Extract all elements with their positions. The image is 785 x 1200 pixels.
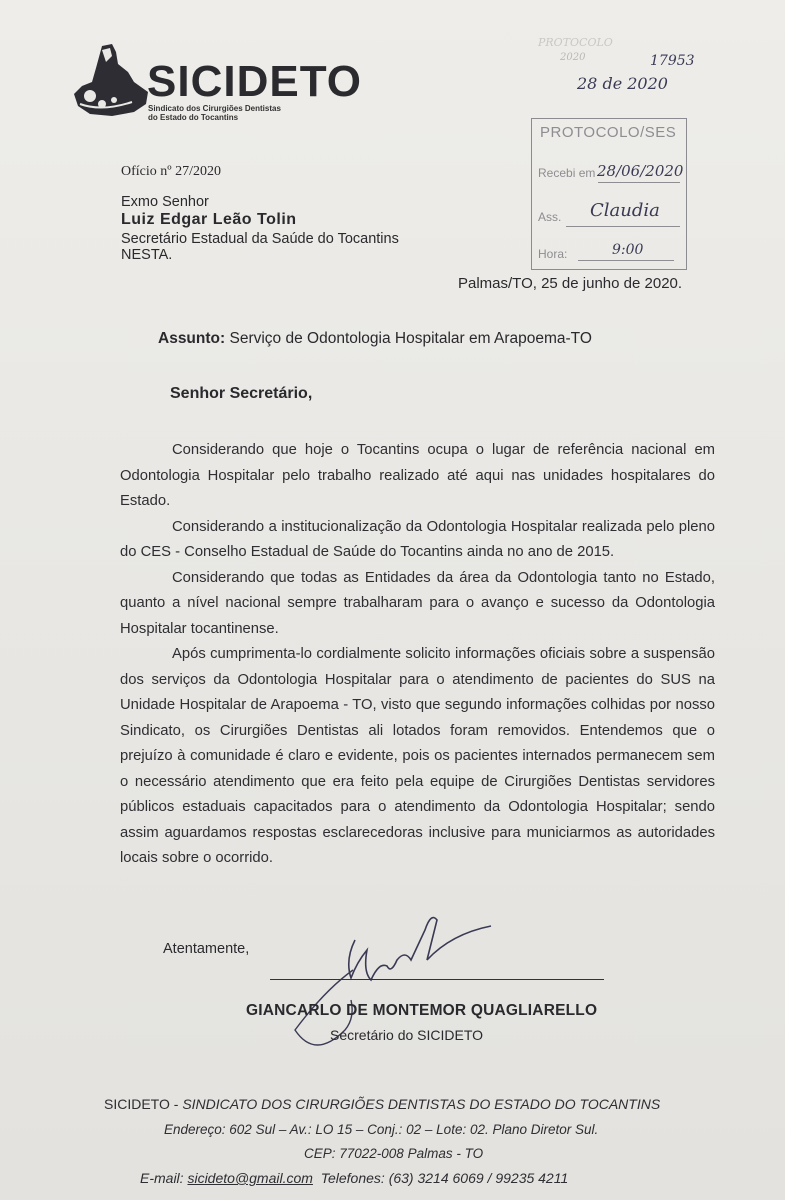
place-date: Palmas/TO, 25 de junho de 2020.: [458, 275, 683, 292]
signer-title: Secretário do SICIDETO: [330, 1027, 484, 1043]
stamp-recebi-label: Recebi em: [538, 166, 596, 180]
stamp-ass-label: Ass.: [538, 210, 562, 224]
faint-stamp-text: PROTOCOLO: [538, 36, 613, 49]
logo-wordmark: SICIDETO: [147, 57, 363, 106]
nesta: NESTA.: [121, 247, 173, 263]
body-paragraph: Considerando a institucionalização da Odontologia Hospitalar realizada pelo pleno do CES - Conselho Estadual de Saúde do Tocantins ainda no ano de 2015.: [120, 518, 715, 560]
footer-email[interactable]: sicideto@gmail.com: [187, 1170, 313, 1186]
salutation: Exmo Senhor: [121, 194, 209, 210]
subject-line: [158, 330, 592, 348]
stamp-hora-value: 9:00: [612, 242, 644, 258]
handwritten-number: 17953: [650, 53, 695, 69]
recipient-title: Secretário Estadual da Saúde do Tocantins: [121, 231, 399, 247]
recipient-name: Luiz Edgar Leão Tolin: [121, 211, 297, 228]
oficio-number: Ofício nº 27/2020: [121, 164, 221, 179]
subject-text: Serviço de Odontologia Hospitalar em Arapoema-TO: [229, 330, 592, 347]
handwritten-year: 2020: [560, 52, 586, 63]
footer-contact: E-mail: sicideto@gmail.com Telefones: (63) 3214 6069 / 99235 4211: [140, 1170, 569, 1186]
stamp-recebi-value: 28/06/2020: [597, 162, 684, 180]
footer-address: Endereço: 602 Sul – Av.: LO 15 – Conj.: 02 – Lote: 02. Plano Diretor Sul.: [164, 1122, 599, 1137]
stamp-title: PROTOCOLO/SES: [540, 124, 677, 141]
logo-subtitle: Sindicato dos Cirurgiões Dentistas do Estado do Tocantins: [148, 104, 281, 122]
sicideto-logo-icon: [72, 42, 152, 120]
closing-atentamente: Atentamente,: [163, 941, 250, 957]
stamp-hora-label: Hora:: [538, 247, 568, 261]
signature-line: [270, 979, 604, 980]
stamp-ass-signature: Claudia: [590, 200, 660, 221]
body-paragraph: Considerando que todas as Entidades da área da Odontologia tanto no Estado, quanto a nível nacional sempre trabalharam para o avanço e sucesso da Odontologia Hospitalar tocantinense.: [120, 569, 715, 637]
greeting: Senhor Secretário,: [170, 385, 313, 402]
stamp-ass-line: [566, 226, 680, 227]
stamp-hora-line: [578, 260, 674, 261]
signer-name: GIANCARLO DE MONTEMOR QUAGLIARELLO: [246, 1002, 598, 1019]
footer-org: SICIDETO - SINDICATO DOS CIRURGIÕES DENTISTAS DO ESTADO DO TOCANTINS: [104, 1096, 661, 1112]
letter-body: [120, 438, 715, 872]
stamp-recebi-line: [598, 182, 680, 183]
body-paragraph: Considerando que hoje o Tocantins ocupa o lugar de referência nacional em Odontologia Hospitalar pelo trabalho realizado até aqui nas unidades hospitalares do Estado.: [120, 442, 715, 509]
footer-cep: CEP: 77022-008 Palmas - TO: [304, 1146, 484, 1161]
handwritten-date: 28 de 2020: [577, 74, 668, 93]
subject-label: Assunto:: [158, 330, 226, 347]
body-paragraph: Após cumprimenta-lo cordialmente solicito informações oficiais sobre a suspensão dos serviços da Odontologia Hospitalar para o atendimento de pacientes do SUS na Unidade Hospitalar de Arapoema - TO, visto que segundo informações colhidas por nosso Sindicato, os Cirurgiões Dentistas ali lotados foram removidos. Entendemos que o prejuízo à comunidade é claro e evidente, pois os pacientes internados permanecem sem o necessário atendimento que era feito pela equipe de Cirurgiões Dentistas servidores públicos estaduais capacitados para o atendimento da Odontologia Hospitalar; sendo assim aguardamos respostas esclarecedoras inclusive para municiarmos as autoridades locais sobre o ocorrido.: [120, 646, 715, 866]
